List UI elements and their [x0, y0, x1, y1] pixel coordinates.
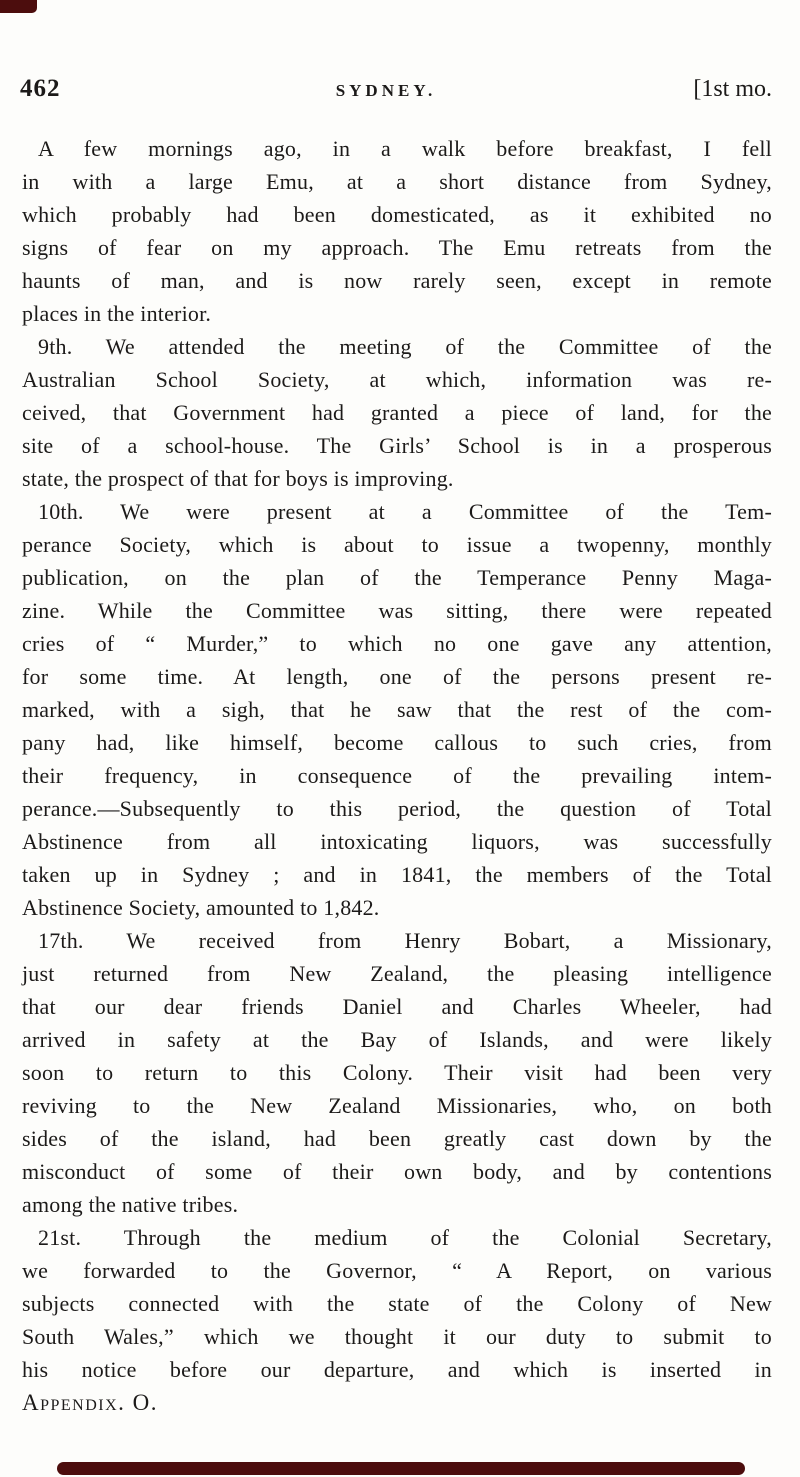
running-title: SYDNEY.	[335, 81, 437, 100]
text-line: for some time. At length, one of the persons present re-	[22, 664, 772, 689]
paragraph	[22, 495, 772, 924]
text-line: we forwarded to the Governor, “ A Report, on various	[22, 1258, 772, 1283]
text-line: Abstinence Society, amounted to 1,842.	[22, 895, 380, 920]
text-line: places in the interior.	[22, 301, 212, 326]
text-line: reviving to the New Zealand Missionaries, who, on both	[22, 1093, 772, 1118]
text-line: in with a large Emu, at a short distance from Sydney,	[22, 169, 772, 194]
text-line: just returned from New Zealand, the pleasing intelligence	[22, 961, 772, 986]
paragraph	[22, 330, 772, 495]
text-line: 17th. We received from Henry Bobart, a Missionary,	[38, 928, 772, 953]
paragraph	[22, 924, 772, 1221]
text-line: perance Society, which is about to issue a twopenny, monthly	[22, 532, 772, 557]
text-line: marked, with a sigh, that he saw that the rest of the com-	[22, 697, 772, 722]
text-line: signs of fear on my approach. The Emu retreats from the	[22, 235, 772, 260]
text-body	[22, 132, 772, 1419]
text-line: haunts of man, and is now rarely seen, except in remote	[22, 268, 772, 293]
text-line: taken up in Sydney ; and in 1841, the members of the Total	[22, 862, 772, 887]
text-line: perance.—Subsequently to this period, the question of Total	[22, 796, 772, 821]
text-line: subjects connected with the state of the Colony of New	[22, 1291, 772, 1316]
text-line: zine. While the Committee was sitting, there were repeated	[22, 598, 772, 623]
paragraph	[22, 132, 772, 330]
text-line: arrived in safety at the Bay of Islands, and were likely	[22, 1027, 772, 1052]
text-line: publication, on the plan of the Temperance Penny Maga-	[22, 565, 772, 590]
month-label: [1st mo.	[693, 76, 772, 102]
text-line: cries of “ Murder,” to which no one gave any attention,	[22, 631, 772, 656]
text-line: 10th. We were present at a Committee of the Tem-	[38, 499, 772, 524]
text-line: sides of the island, had been greatly cast down by the	[22, 1126, 772, 1151]
text-line: his notice before our departure, and which is inserted in	[22, 1357, 772, 1382]
scan-artifact-bottom-bar	[57, 1462, 745, 1475]
text-line: soon to return to this Colony. Their visit had been very	[22, 1060, 772, 1085]
text-line: pany had, like himself, become callous to such cries, from	[22, 730, 772, 755]
text-line: state, the prospect of that for boys is improving.	[22, 466, 454, 491]
text-line: among the native tribes.	[22, 1192, 239, 1217]
scan-artifact-corner	[0, 0, 37, 13]
text-line: A few mornings ago, in a walk before breakfast, I fell	[38, 136, 772, 161]
text-line: ceived, that Government had granted a piece of land, for the	[22, 400, 772, 425]
text-line: their frequency, in consequence of the prevailing intem-	[22, 763, 772, 788]
text-line: South Wales,” which we thought it our duty to submit to	[22, 1324, 772, 1349]
page-header	[20, 74, 772, 106]
text-line: misconduct of some of their own body, and by contentions	[22, 1159, 772, 1184]
page-number: 462	[20, 75, 61, 102]
text-line: which probably had been domesticated, as it exhibited no	[22, 202, 772, 227]
text-line: Appendix. O.	[22, 1390, 159, 1415]
text-line: that our dear friends Daniel and Charles Wheeler, had	[22, 994, 772, 1019]
paragraph	[22, 1221, 772, 1419]
text-line: 21st. Through the medium of the Colonial Secretary,	[38, 1225, 772, 1250]
text-line: Australian School Society, at which, information was re-	[22, 367, 772, 392]
text-line: 9th. We attended the meeting of the Committee of the	[38, 334, 772, 359]
text-line: Abstinence from all intoxicating liquors, was successfully	[22, 829, 772, 854]
text-line: site of a school-house. The Girls’ School is in a prosperous	[22, 433, 772, 458]
